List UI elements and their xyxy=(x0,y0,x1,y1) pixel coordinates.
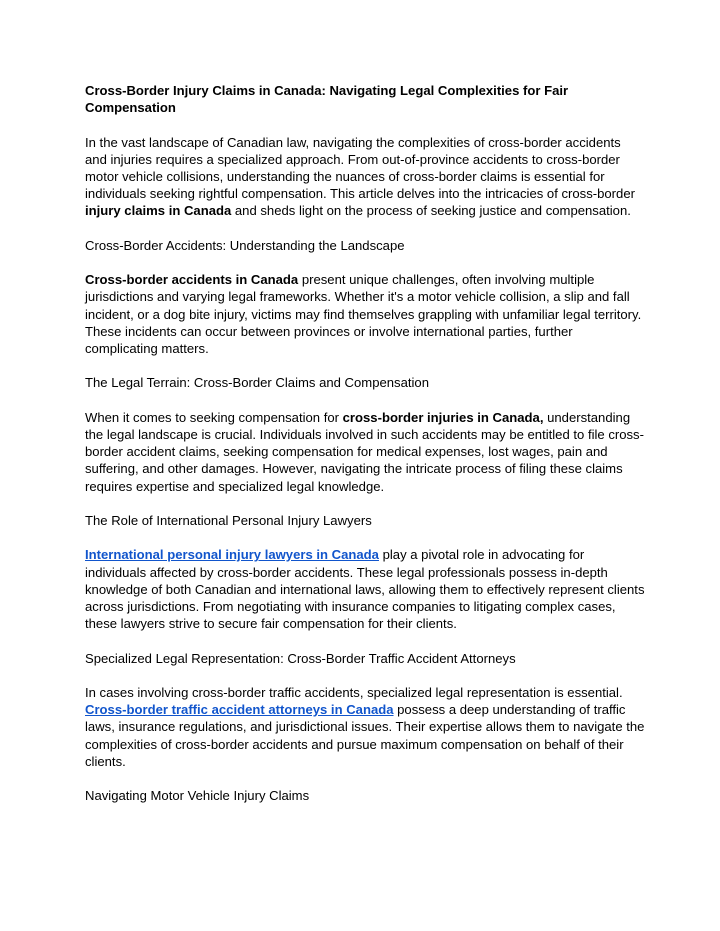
intro-paragraph xyxy=(85,134,645,220)
section-paragraph-1 xyxy=(85,271,645,357)
para1-text: present unique challenges, often involving multiple jurisdictions and varying legal frameworks. Whether it's a motor vehicle collision, a slip and fall incident, or a dog bite injury, victims may find themselves grappling with unfamiliar legal territory. These incidents can occur between provinces or involve international parties, further complicating matters. xyxy=(85,272,642,356)
section-heading-3: The Role of International Personal Injury Lawyers xyxy=(85,512,372,528)
section-heading-1: Cross-Border Accidents: Understanding the Landscape xyxy=(85,237,405,253)
section-heading-5: Navigating Motor Vehicle Injury Claims xyxy=(85,788,310,804)
section-heading-4: Specialized Legal Representation: Cross-Border Traffic Accident Attorneys xyxy=(85,650,516,666)
intro-bold-phrase: injury claims in Canada xyxy=(85,203,232,219)
para2-text-start: When it comes to seeking compensation for xyxy=(85,409,343,425)
para2-bold-phrase: cross-border injuries in Canada, xyxy=(342,409,544,425)
section-heading-2: The Legal Terrain: Cross-Border Claims and Compensation xyxy=(85,375,429,391)
section-paragraph-4 xyxy=(85,684,645,770)
traffic-attorneys-link[interactable]: Cross-border traffic accident attorneys in Canada xyxy=(85,702,394,718)
document-body xyxy=(85,82,645,822)
international-lawyers-link[interactable]: International personal injury lawyers in Canada xyxy=(85,547,379,563)
section-paragraph-3 xyxy=(85,546,645,632)
para4-text-start: In cases involving cross-border traffic accidents, specialized legal representation is essential. xyxy=(85,684,623,700)
para3-text: play a pivotal role in advocating for individuals affected by cross-border accidents. These legal professionals possess in-depth knowledge of both Canadian and international laws, allowing them to effectively represent clients across jurisdictions. From negotiating with insurance companies to litigating complex cases, these lawyers strive to secure fair compensation for their clients. xyxy=(85,547,645,632)
para4-text-end: possess a deep understanding of traffic laws, insurance regulations, and jurisdictional issues. Their expertise allows them to navigate the complexities of cross-border accidents and pursue maximum compensation on behalf of their clients. xyxy=(85,702,645,769)
intro-text-end: and sheds light on the process of seeking justice and compensation. xyxy=(231,203,631,219)
document-title: Cross-Border Injury Claims in Canada: Navigating Legal Complexities for Fair Compensation xyxy=(85,83,569,116)
para2-text-end: understanding the legal landscape is crucial. Individuals involved in such accidents may be entitled to file cross-border accident claims, seeking compensation for medical expenses, lost wages, pain and suffering, and other damages. However, navigating the intricate process of filing these claims requires expertise and specialized legal knowledge. xyxy=(85,409,644,494)
section-paragraph-2 xyxy=(85,409,645,495)
para1-bold-phrase: Cross-border accidents in Canada xyxy=(85,272,299,288)
intro-text: In the vast landscape of Canadian law, navigating the complexities of cross-border accidents and injuries requires a specialized approach. From out-of-province accidents to cross-border motor vehicle collisions, understanding the nuances of cross-border claims is essential for individuals seeking rightful compensation. This article delves into the intricacies of cross-border xyxy=(85,134,635,202)
